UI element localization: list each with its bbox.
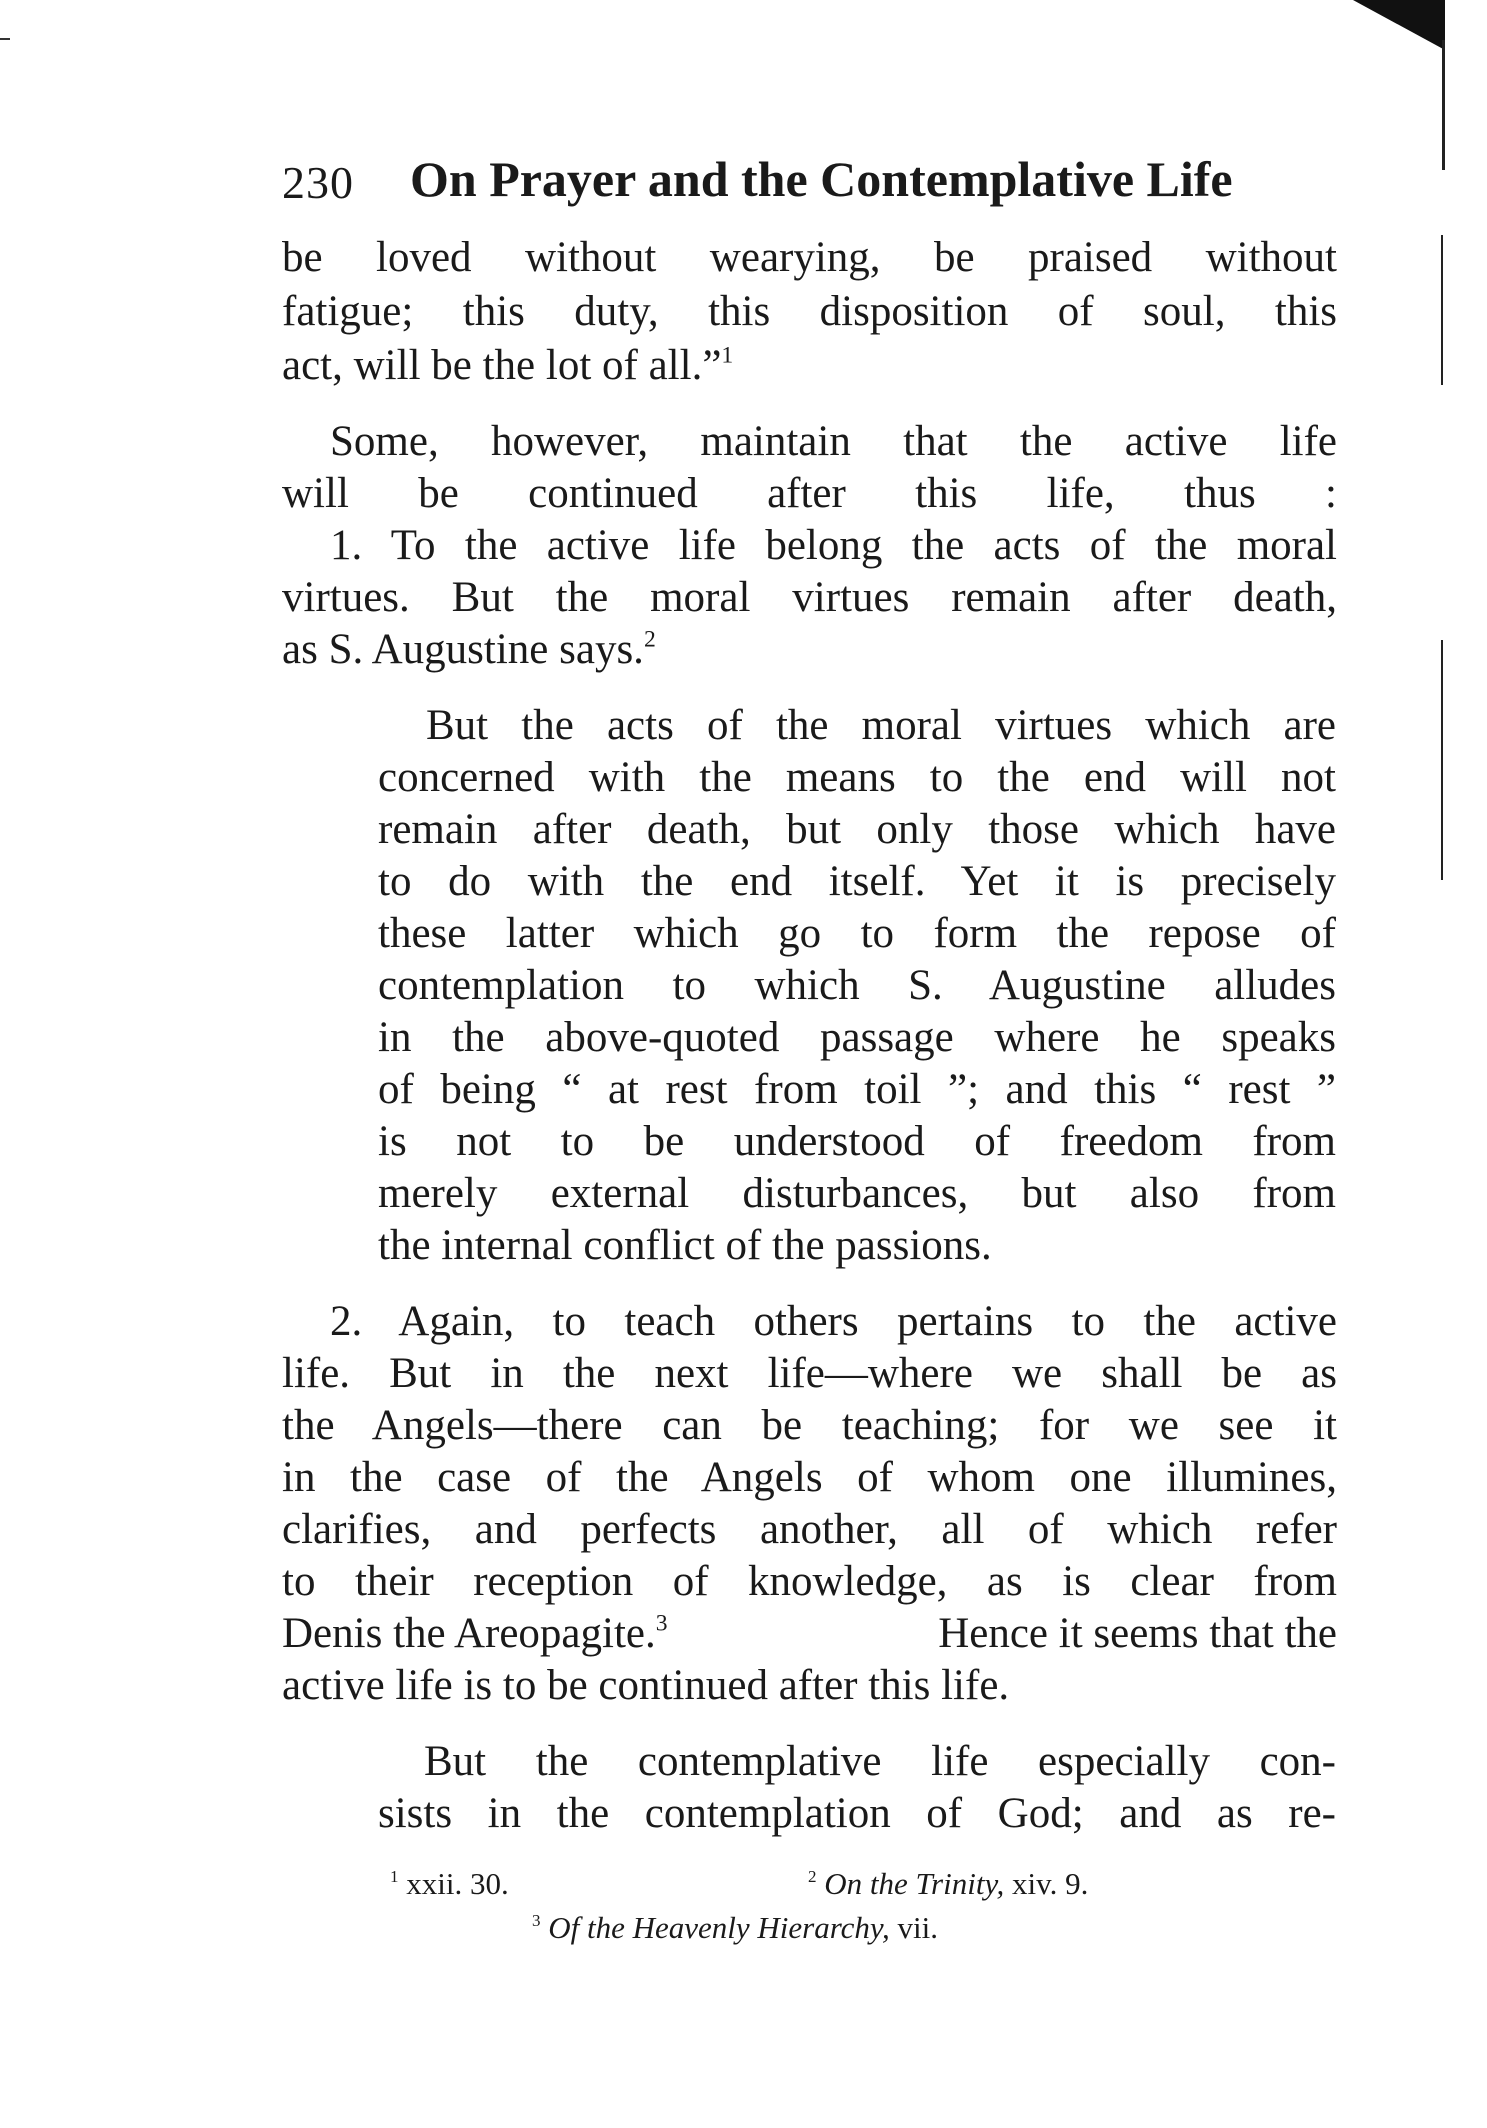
footnote-ref-text: xiv. 9. <box>1012 1866 1089 1901</box>
running-title: On Prayer and the Contemplative Life <box>410 151 1233 207</box>
text-line <box>282 1612 1337 1655</box>
text-line: of being “ at rest from toil ”; and this “ rest ” <box>378 1066 1336 1113</box>
footnote-title: Of the Heavenly Hierarchy, <box>548 1910 890 1945</box>
footnote-text: xxii. 30. <box>406 1866 509 1901</box>
text-line: virtues. But the moral virtues remain after death, <box>282 574 1337 621</box>
text-span: act, will be the lot of all.” <box>282 342 722 389</box>
text-line: the Angels—there can be teaching; for we see it <box>282 1402 1337 1449</box>
text-line: contemplation to which S. Augustine alludes <box>378 962 1336 1009</box>
footnote-ref: 1 <box>721 342 734 369</box>
text-span <box>282 1612 668 1655</box>
footnote-2 <box>808 1866 1088 1902</box>
footnote-ref: 3 <box>655 1610 668 1637</box>
text-line: active life is to be continued after this life. <box>282 1662 1010 1709</box>
text-line: 2. Again, to teach others pertains to the active <box>330 1298 1337 1345</box>
text-line: 1. To the active life belong the acts of the moral <box>330 522 1337 569</box>
text-line: merely external disturbances, but also from <box>378 1170 1336 1217</box>
text-line: fatigue; this duty, this disposition of soul, this <box>282 288 1337 335</box>
scan-tick-mark <box>0 38 10 40</box>
scan-edge-line <box>1441 640 1443 880</box>
footnote-mark: 2 <box>808 1867 817 1887</box>
page-number: 230 <box>282 157 354 208</box>
text-line: is not to be understood of freedom from <box>378 1118 1336 1165</box>
footnote-ref-text: vii. <box>897 1910 938 1945</box>
scan-edge-line <box>1441 235 1443 385</box>
text-line: be loved without wearying, be praised without <box>282 234 1337 281</box>
footnote-1 <box>390 1866 509 1902</box>
text-line: in the above-quoted passage where he speaks <box>378 1014 1336 1061</box>
text-line <box>282 344 1337 387</box>
footnote-ref: 2 <box>643 626 656 653</box>
text-line: to do with the end itself. Yet it is precisely <box>378 858 1336 905</box>
running-header <box>282 150 1342 220</box>
text-line: life. But in the next life—where we shall be as <box>282 1350 1337 1397</box>
text-line: concerned with the means to the end will not <box>378 754 1336 801</box>
text-line: But the contemplative life especially con- <box>424 1738 1336 1785</box>
scan-edge-line <box>1442 40 1445 170</box>
text-line: these latter which go to form the repose of <box>378 910 1336 957</box>
footnote-3 <box>532 1910 938 1946</box>
text-line: remain after death, but only those which have <box>378 806 1336 853</box>
text-span: as S. Augustine says. <box>282 626 644 673</box>
scan-corner-mark <box>1353 0 1445 50</box>
text-line: to their reception of knowledge, as is clear from <box>282 1558 1337 1605</box>
text-line: But the acts of the moral virtues which are <box>426 702 1336 749</box>
footnote-mark: 3 <box>532 1911 541 1931</box>
text-line: in the case of the Angels of whom one illumines, <box>282 1454 1337 1501</box>
footnote-title: On the Trinity, <box>824 1866 1005 1901</box>
text-span: Hence it seems that the <box>938 1610 1337 1657</box>
text-span: Denis the Areopagite. <box>282 1610 656 1657</box>
text-line: clarifies, and perfects another, all of which refer <box>282 1506 1337 1553</box>
text-line: sists in the contemplation of God; and as re- <box>378 1790 1336 1837</box>
text-line: will be continued after this life, thus : <box>282 470 1337 517</box>
text-line <box>282 628 1337 671</box>
text-line: Some, however, maintain that the active life <box>330 418 1337 465</box>
text-line: the internal conflict of the passions. <box>378 1222 992 1269</box>
footnote-mark: 1 <box>390 1867 399 1887</box>
